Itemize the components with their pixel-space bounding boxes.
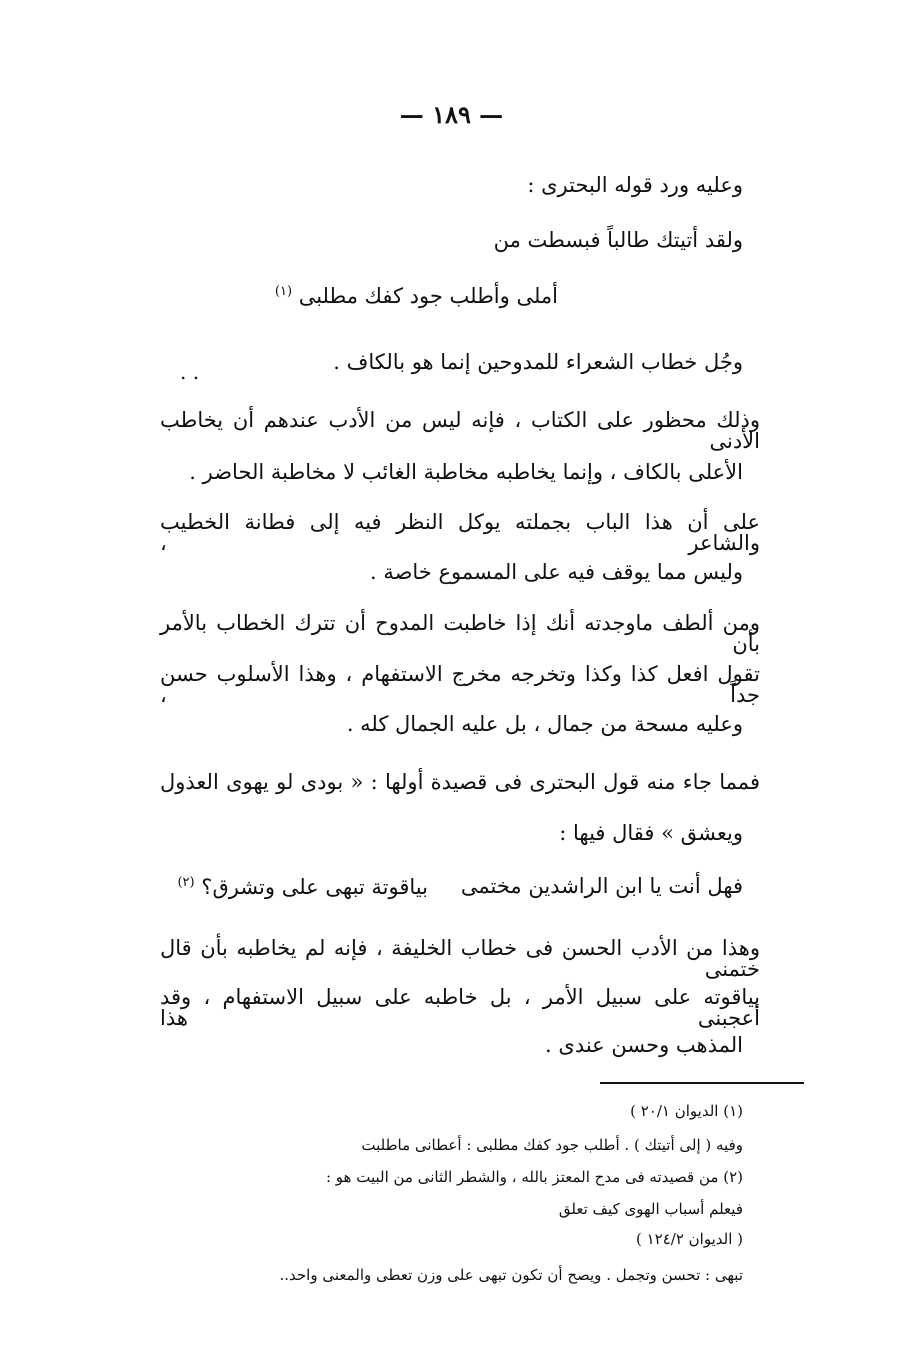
paragraph-3-line-1: ومن ألطف ماوجدته أنك إذا خاطبت المدوح أن تترك الخطاب بالأمر بأن — [160, 611, 760, 656]
paragraph-4-line-1: فمما جاء منه قول البحترى فى قصيدة أولها : « بودى لو يهوى العذول — [160, 770, 760, 794]
verse-line-1: ولقد أتيتك طالباً فبسطت من — [493, 228, 743, 252]
verse-2-first-half: فهل أنت يا ابن الراشدين مختمى — [460, 874, 743, 898]
paragraph-2-line-1: على أن هذا الباب بجملته يوكل النظر فيه إلى فطانة الخطيب والشاعر ، — [160, 510, 760, 555]
paragraph-1-line-1: وذلك محظور على الكتاب ، فإنه ليس من الأدب عندهم أن يخاطب الأدنى — [160, 408, 760, 453]
verse-line-2-text: أملى وأطلب جود كفك مطلبى — [298, 284, 558, 308]
intro-line: وعليه ورد قوله البحترى : — [527, 173, 743, 197]
footnote-ref-1: (١) — [274, 284, 293, 299]
footnote-2-source: ( الديوان ١٢٤/٢ ) — [635, 1230, 743, 1248]
footnote-2-verse: فيعلم أسباب الهوى كيف تعلق — [558, 1200, 743, 1218]
verse-2-second-half-text: بياقوتة تبهى على وتشرق؟ — [201, 875, 428, 899]
paragraph-4-line-2: ويعشق » فقال فيها : — [559, 821, 743, 845]
paragraph-5-line-2: بياقوته على سبيل الأمر ، بل خاطبه على سبيل الاستفهام ، وقد أعجبنى هذا — [160, 985, 760, 1030]
paragraph-5-line-1: وهذا من الأدب الحسن فى خطاب الخليفة ، فإنه لم يخاطبه بأن قال ختمنى — [160, 936, 760, 981]
paragraph-3-line-3: وعليه مسحة من جمال ، بل عليه الجمال كله . — [346, 712, 743, 736]
stray-dots: . . — [180, 360, 200, 384]
verse-line-2 — [275, 285, 558, 307]
footnote-separator — [600, 1082, 804, 1084]
page-number: — ١٨٩ — — [399, 100, 504, 129]
footnote-1: (١) الديوان ٢٠/١ ) — [630, 1102, 743, 1120]
footnote-ref-2: (٢) — [177, 875, 195, 890]
footnote-1-continued: وفيه ( إلى أتيتك ) . أطلب جود كفك مطلبى : أعطانى ماطلبت — [361, 1136, 743, 1154]
verse-2-second-half — [177, 876, 428, 898]
paragraph-3-line-2: تقول افعل كذا وكذا وتخرجه مخرج الاستفهام ، وهذا الأسلوب حسن جداً ، — [160, 662, 760, 707]
footnote-gloss: تبهى : تحسن وتجمل . ويصح أن تكون تبهى على وزن تعطى والمعنى واحد.. — [279, 1266, 743, 1284]
paragraph-1-line-2: الأعلى بالكاف ، وإنما يخاطبه مخاطبة الغائب لا مخاطبة الحاضر . — [189, 460, 743, 484]
footnote-2: (٢) من قصيدته فى مدح المعتز بالله ، والشطر الثانى من البيت هو : — [325, 1168, 743, 1186]
paragraph-line: وجُل خطاب الشعراء للمدوحين إنما هو بالكاف . — [333, 350, 743, 374]
paragraph-2-line-2: وليس مما يوقف فيه على المسموع خاصة . — [369, 560, 743, 584]
paragraph-5-line-3: المذهب وحسن عندى . — [545, 1033, 743, 1057]
